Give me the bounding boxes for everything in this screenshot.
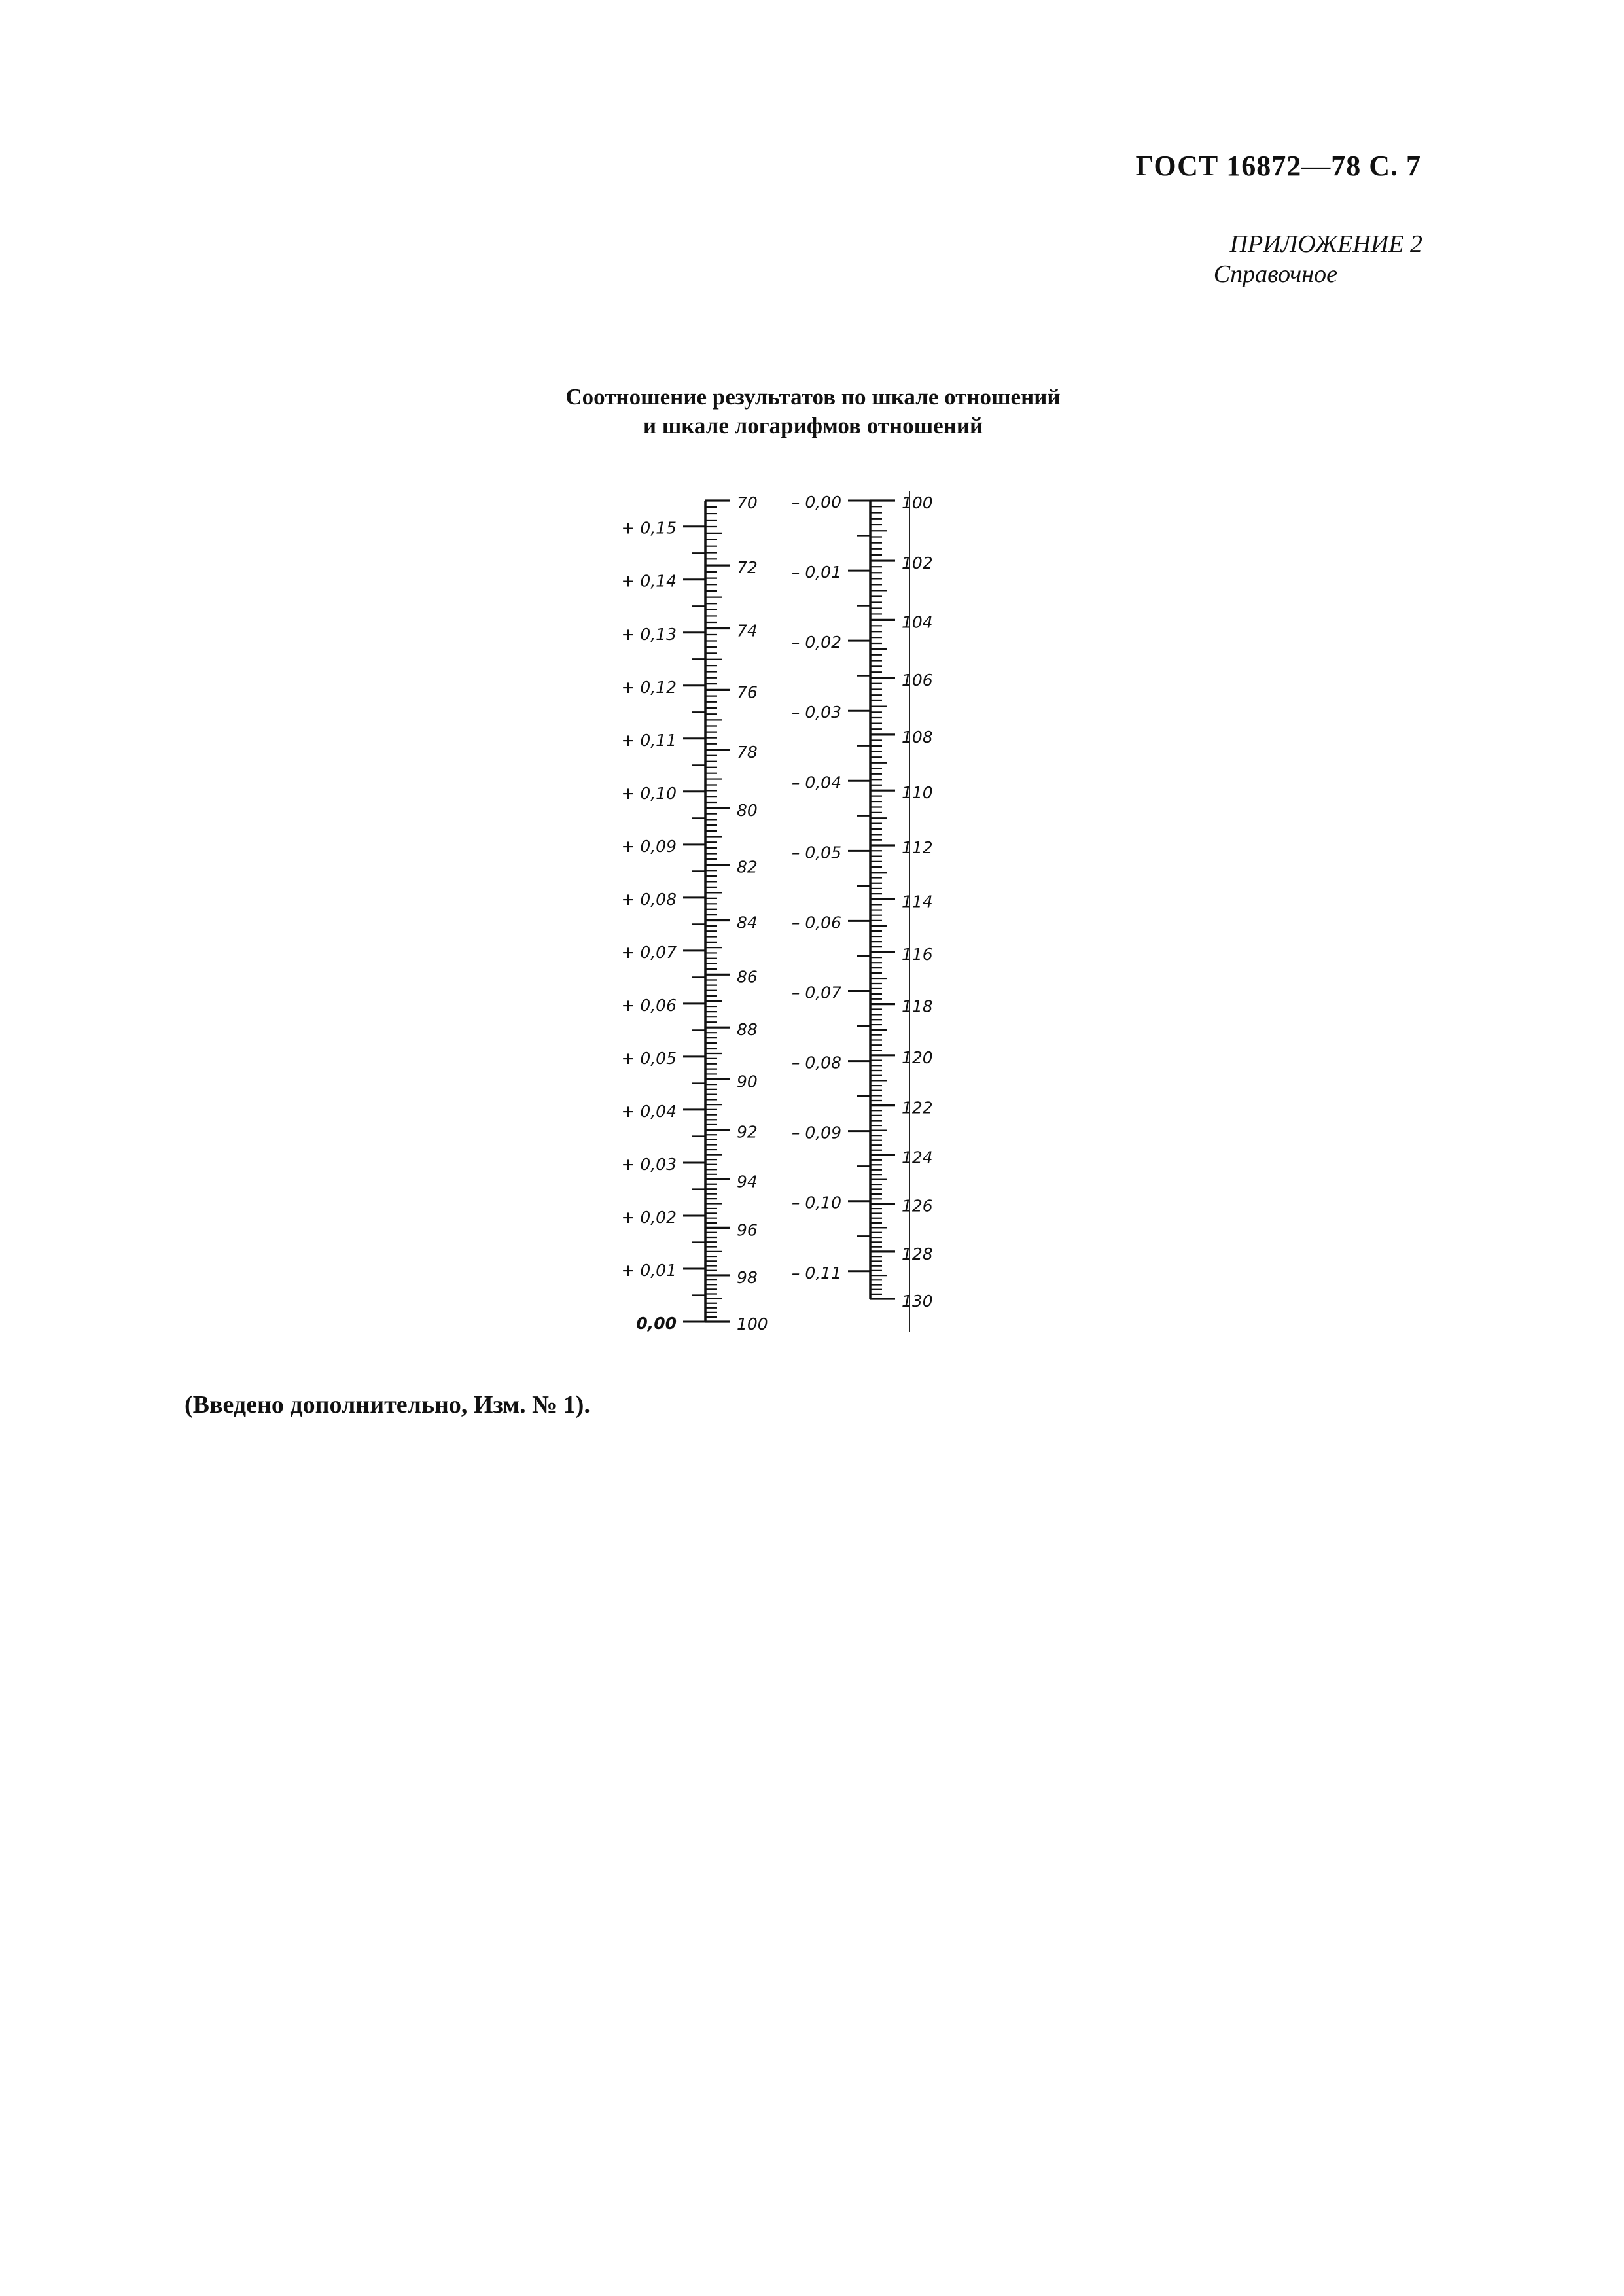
log-tick-label: – 0,03 <box>791 703 841 722</box>
log-tick-label: – 0,06 <box>791 913 841 932</box>
log-tick-label: + 0,08 <box>621 889 677 909</box>
log-tick-label: + 0,05 <box>621 1048 677 1068</box>
document-code: ГОСТ 16872—78 С. 7 <box>1135 150 1421 182</box>
amendment-note: (Введено дополнительно, Изм. № 1). <box>185 1391 590 1419</box>
ratio-tick-label: 82 <box>737 857 758 877</box>
left-scale <box>621 493 768 1333</box>
ratio-tick-label: 124 <box>902 1148 933 1167</box>
log-tick-label: + 0,12 <box>621 677 677 697</box>
ratio-tick-label: 98 <box>737 1267 758 1287</box>
log-tick-label: – 0,00 <box>791 493 841 512</box>
ratio-tick-label: 88 <box>737 1020 758 1040</box>
ratio-tick-label: 78 <box>737 742 758 762</box>
log-tick-label: + 0,13 <box>621 624 677 644</box>
ratio-tick-label: 100 <box>737 1315 768 1333</box>
ratio-tick-label: 116 <box>902 945 933 964</box>
ratio-tick-label: 128 <box>902 1244 933 1263</box>
ratio-tick-label: 126 <box>902 1196 933 1216</box>
log-tick-label: + 0,03 <box>621 1154 677 1174</box>
log-tick-label: + 0,09 <box>621 836 677 856</box>
ratio-tick-label: 76 <box>737 682 758 702</box>
log-tick-label: – 0,11 <box>791 1263 841 1282</box>
ratio-tick-label: 118 <box>902 997 933 1016</box>
ratio-tick-label: 102 <box>902 554 933 573</box>
ratio-tick-label: 120 <box>902 1048 933 1067</box>
ratio-tick-label: 106 <box>902 670 933 690</box>
ratio-tick-label: 72 <box>737 558 758 578</box>
ratio-tick-label: 96 <box>737 1220 758 1240</box>
ratio-tick-label: 122 <box>902 1098 933 1118</box>
ratio-tick-label: 104 <box>902 612 933 632</box>
log-tick-label: + 0,10 <box>621 783 677 803</box>
log-tick-label: + 0,15 <box>621 518 677 538</box>
log-tick-label: – 0,01 <box>791 563 841 582</box>
log-tick-label: + 0,06 <box>621 995 677 1015</box>
ratio-tick-label: 84 <box>737 913 758 932</box>
log-tick-label: – 0,04 <box>791 773 841 792</box>
figure-title-line-2: и шкале логарифмов отношений <box>643 413 983 438</box>
ratio-tick-label: 100 <box>902 493 933 512</box>
ratio-tick-label: 130 <box>902 1292 933 1311</box>
ratio-tick-label: 108 <box>902 727 933 747</box>
log-tick-label: + 0,02 <box>621 1207 677 1227</box>
ratio-tick-label: 94 <box>737 1172 758 1192</box>
log-tick-label: – 0,10 <box>791 1193 841 1212</box>
log-tick-label: – 0,05 <box>791 843 841 862</box>
ratio-tick-label: 86 <box>737 967 758 987</box>
log-tick-label: 0,00 <box>636 1314 677 1333</box>
log-tick-label: – 0,09 <box>791 1123 841 1142</box>
log-tick-label: – 0,07 <box>791 983 841 1002</box>
log-tick-label: + 0,04 <box>621 1101 677 1121</box>
ratio-tick-label: 92 <box>737 1122 758 1142</box>
ratio-tick-label: 90 <box>737 1072 758 1091</box>
log-tick-label: + 0,14 <box>621 571 677 591</box>
ratio-tick-label: 80 <box>737 800 758 820</box>
log-tick-label: – 0,02 <box>791 633 841 652</box>
figure-title-line-1: Соотношение результатов по шкале отношений <box>565 384 1061 410</box>
log-tick-label: + 0,01 <box>621 1260 677 1280</box>
ratio-tick-label: 70 <box>737 493 758 512</box>
ratio-tick-label: 112 <box>902 838 933 857</box>
log-tick-label: + 0,11 <box>621 730 677 750</box>
ratio-tick-label: 114 <box>902 892 933 911</box>
right-scale <box>792 491 933 1332</box>
ratio-tick-label: 110 <box>902 783 933 803</box>
appendix-title: ПРИЛОЖЕНИЕ 2 <box>1229 230 1422 258</box>
ratio-tick-label: 74 <box>737 621 758 641</box>
log-tick-label: + 0,07 <box>621 942 677 962</box>
appendix-kind: Справочное <box>1213 260 1337 288</box>
log-tick-label: – 0,08 <box>791 1053 841 1072</box>
